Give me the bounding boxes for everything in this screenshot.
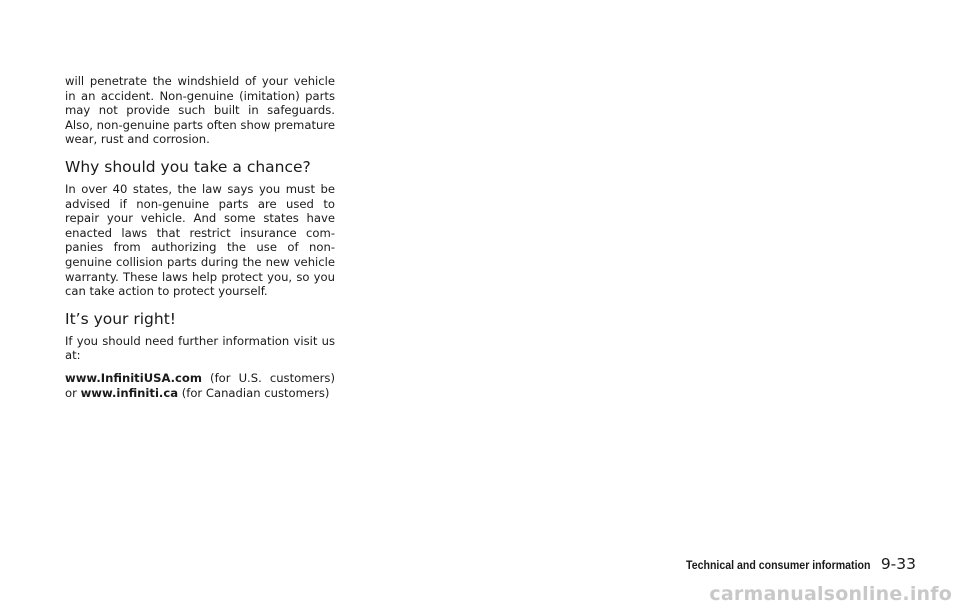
page-number: 9-33 (880, 555, 916, 573)
section-heading-why: Why should you take a chance? (65, 157, 311, 176)
page-footer (670, 555, 916, 573)
or-text: or (65, 385, 77, 400)
watermark-text: carmanualsonline.info (709, 583, 952, 605)
footer-section-title: Technical and consumer information (686, 560, 871, 572)
text-column (65, 74, 335, 400)
links-paragraph (65, 371, 335, 400)
us-note: (for U.S. customers) (210, 370, 335, 385)
paragraph: will penetrate the windshield of your vehicle in an accident. Non-genuine (imitation) parts may not provide such built in safeguards. Also, non-genuine parts often show premature wear, rust and corrosion. (65, 74, 335, 147)
paragraph: In over 40 states, the law says you must be advised if non-genuine parts are used to repair your vehicle. And some states have enacted laws that restrict insurance companies from authorizing the use of non-genuine collision parts during the new vehicle warranty. These laws help protect you, so you can take action to protect yourself. (65, 181, 335, 299)
us-website-link[interactable]: www.InfinitiUSA.com (65, 370, 202, 385)
canada-website-link[interactable]: www.infiniti.ca (80, 385, 179, 400)
paragraph: If you should need further information visit us at: (65, 333, 335, 363)
section-heading-right: It’s your right! (65, 309, 176, 328)
canada-note: (for Canadian customers) (181, 385, 330, 400)
